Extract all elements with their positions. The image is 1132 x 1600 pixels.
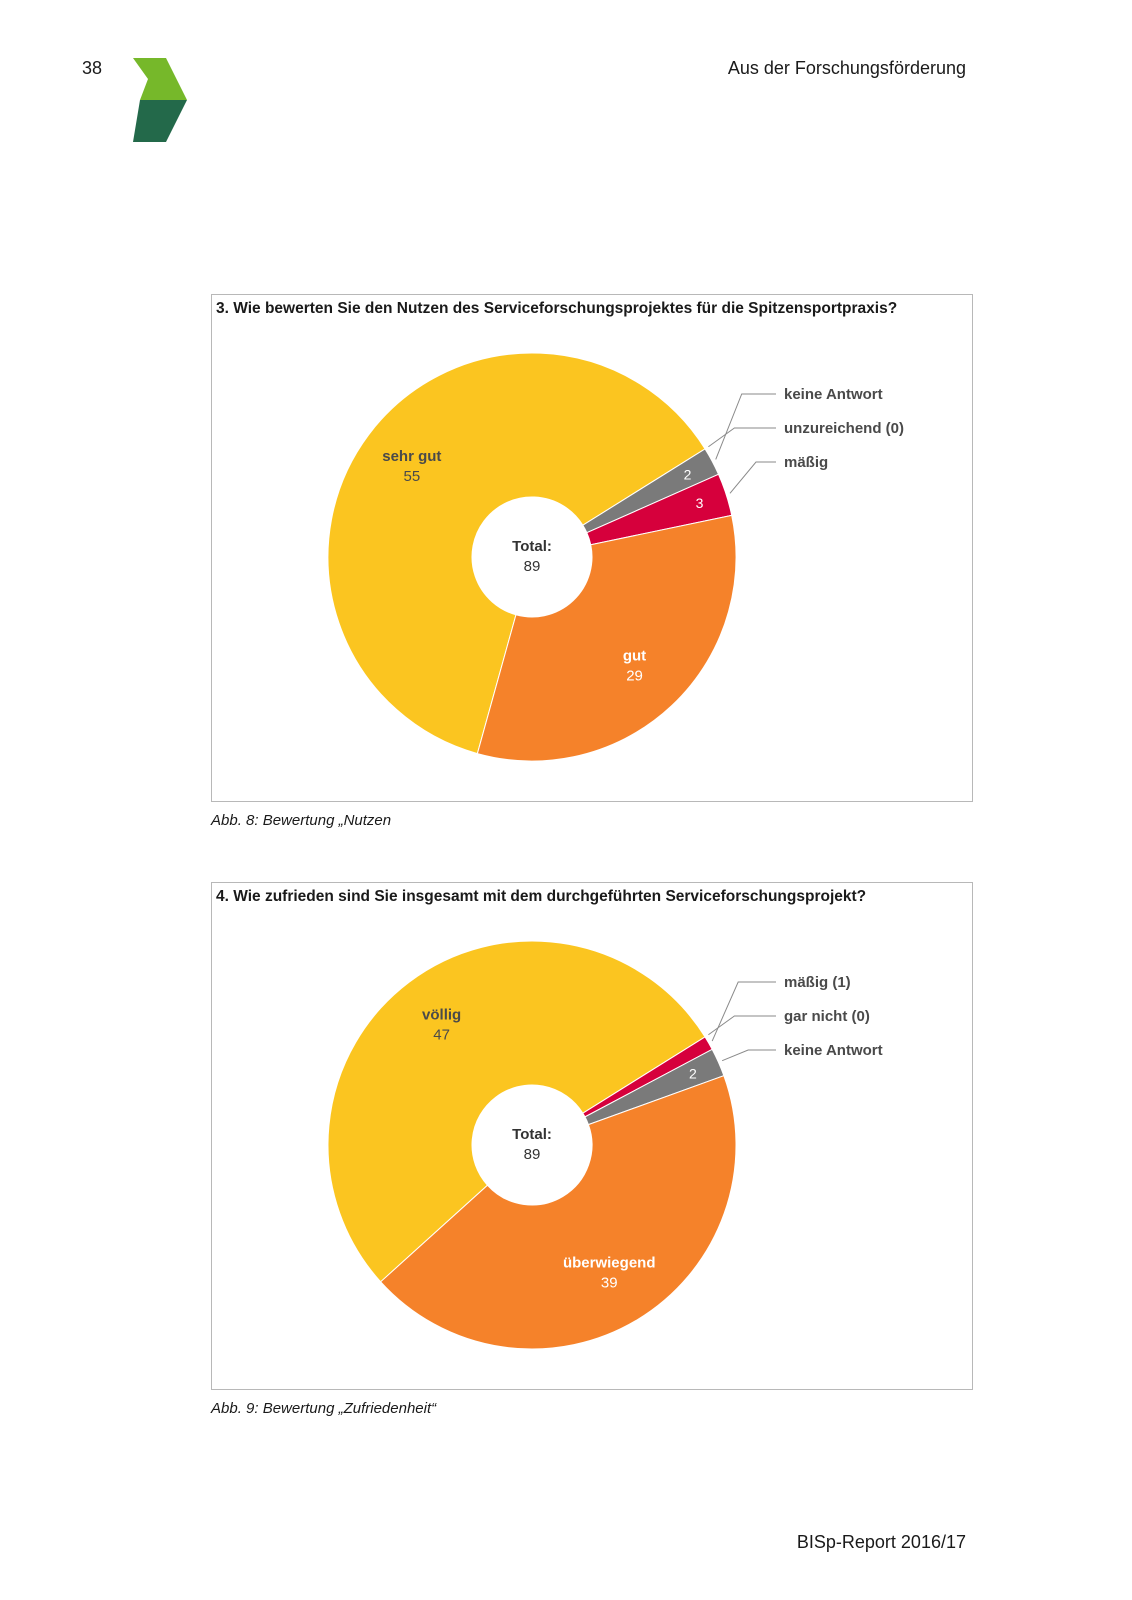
center-total-label: Total:: [512, 538, 552, 555]
logo-chevron-bottom: [133, 100, 187, 142]
center-total-value: 89: [523, 558, 541, 575]
slice-value-sehr-gut: 55: [403, 468, 421, 486]
chart-title: 3. Wie bewerten Sie den Nutzen des Serviceforschungsprojektes für die Spitzensportpraxis?: [216, 300, 898, 317]
figure-nutzen: [211, 294, 973, 802]
logo-chevron-icon: [130, 58, 190, 144]
leader-line-maessig: [712, 982, 776, 1041]
figure-zufriedenheit: [211, 882, 973, 1390]
running-head: Aus der Forschungsförderung: [727, 58, 966, 78]
figure-caption: Abb. 8: Bewertung „Nutzen: [211, 812, 392, 829]
outside-label-unzureichend: unzureichend (0): [784, 420, 905, 437]
slice-value-gut: 29: [626, 667, 643, 685]
logo-chevron-top: [133, 58, 187, 100]
outside-label-keine-antwort: keine Antwort: [784, 386, 883, 403]
slice-label-voellig: völlig: [422, 1006, 462, 1024]
slice-value-maessig: 3: [695, 495, 704, 512]
leader-line-keine-antwort: [722, 1050, 776, 1061]
slice-value-keine-antwort: 2: [683, 466, 692, 483]
figure-caption: Abb. 9: Bewertung „Zufriedenheit“: [211, 1400, 437, 1417]
slice-label-gut: gut: [622, 647, 647, 665]
slice-value-voellig: 47: [433, 1026, 450, 1044]
donut-chart-zufriedenheit: [212, 883, 972, 1389]
leader-line-keine-antwort: [716, 394, 776, 459]
slice-label-sehr-gut: sehr gut: [382, 448, 442, 466]
chart-title: 4. Wie zufrieden sind Sie insgesamt mit dem durchgeführten Serviceforschungsprojekt?: [216, 888, 867, 905]
footer-report: BISp-Report 2016/17: [796, 1532, 966, 1552]
slice-label-ueberwiegend: überwiegend: [562, 1254, 656, 1272]
outside-label-maessig: mäßig: [784, 454, 829, 471]
center-total-label: Total:: [512, 1126, 552, 1143]
outside-label-maessig: mäßig (1): [784, 974, 851, 991]
page-number: 38: [82, 58, 103, 78]
center-total-value: 89: [523, 1146, 541, 1163]
leader-line-unzureichend: [708, 428, 776, 447]
slice-value-keine-antwort: 2: [688, 1065, 697, 1082]
donut-chart-nutzen: [212, 295, 972, 801]
leader-line-maessig: [730, 462, 776, 493]
outside-label-keine-antwort: keine Antwort: [784, 1042, 883, 1059]
outside-label-gar-nicht: gar nicht (0): [784, 1008, 870, 1025]
slice-value-ueberwiegend: 39: [600, 1274, 618, 1292]
